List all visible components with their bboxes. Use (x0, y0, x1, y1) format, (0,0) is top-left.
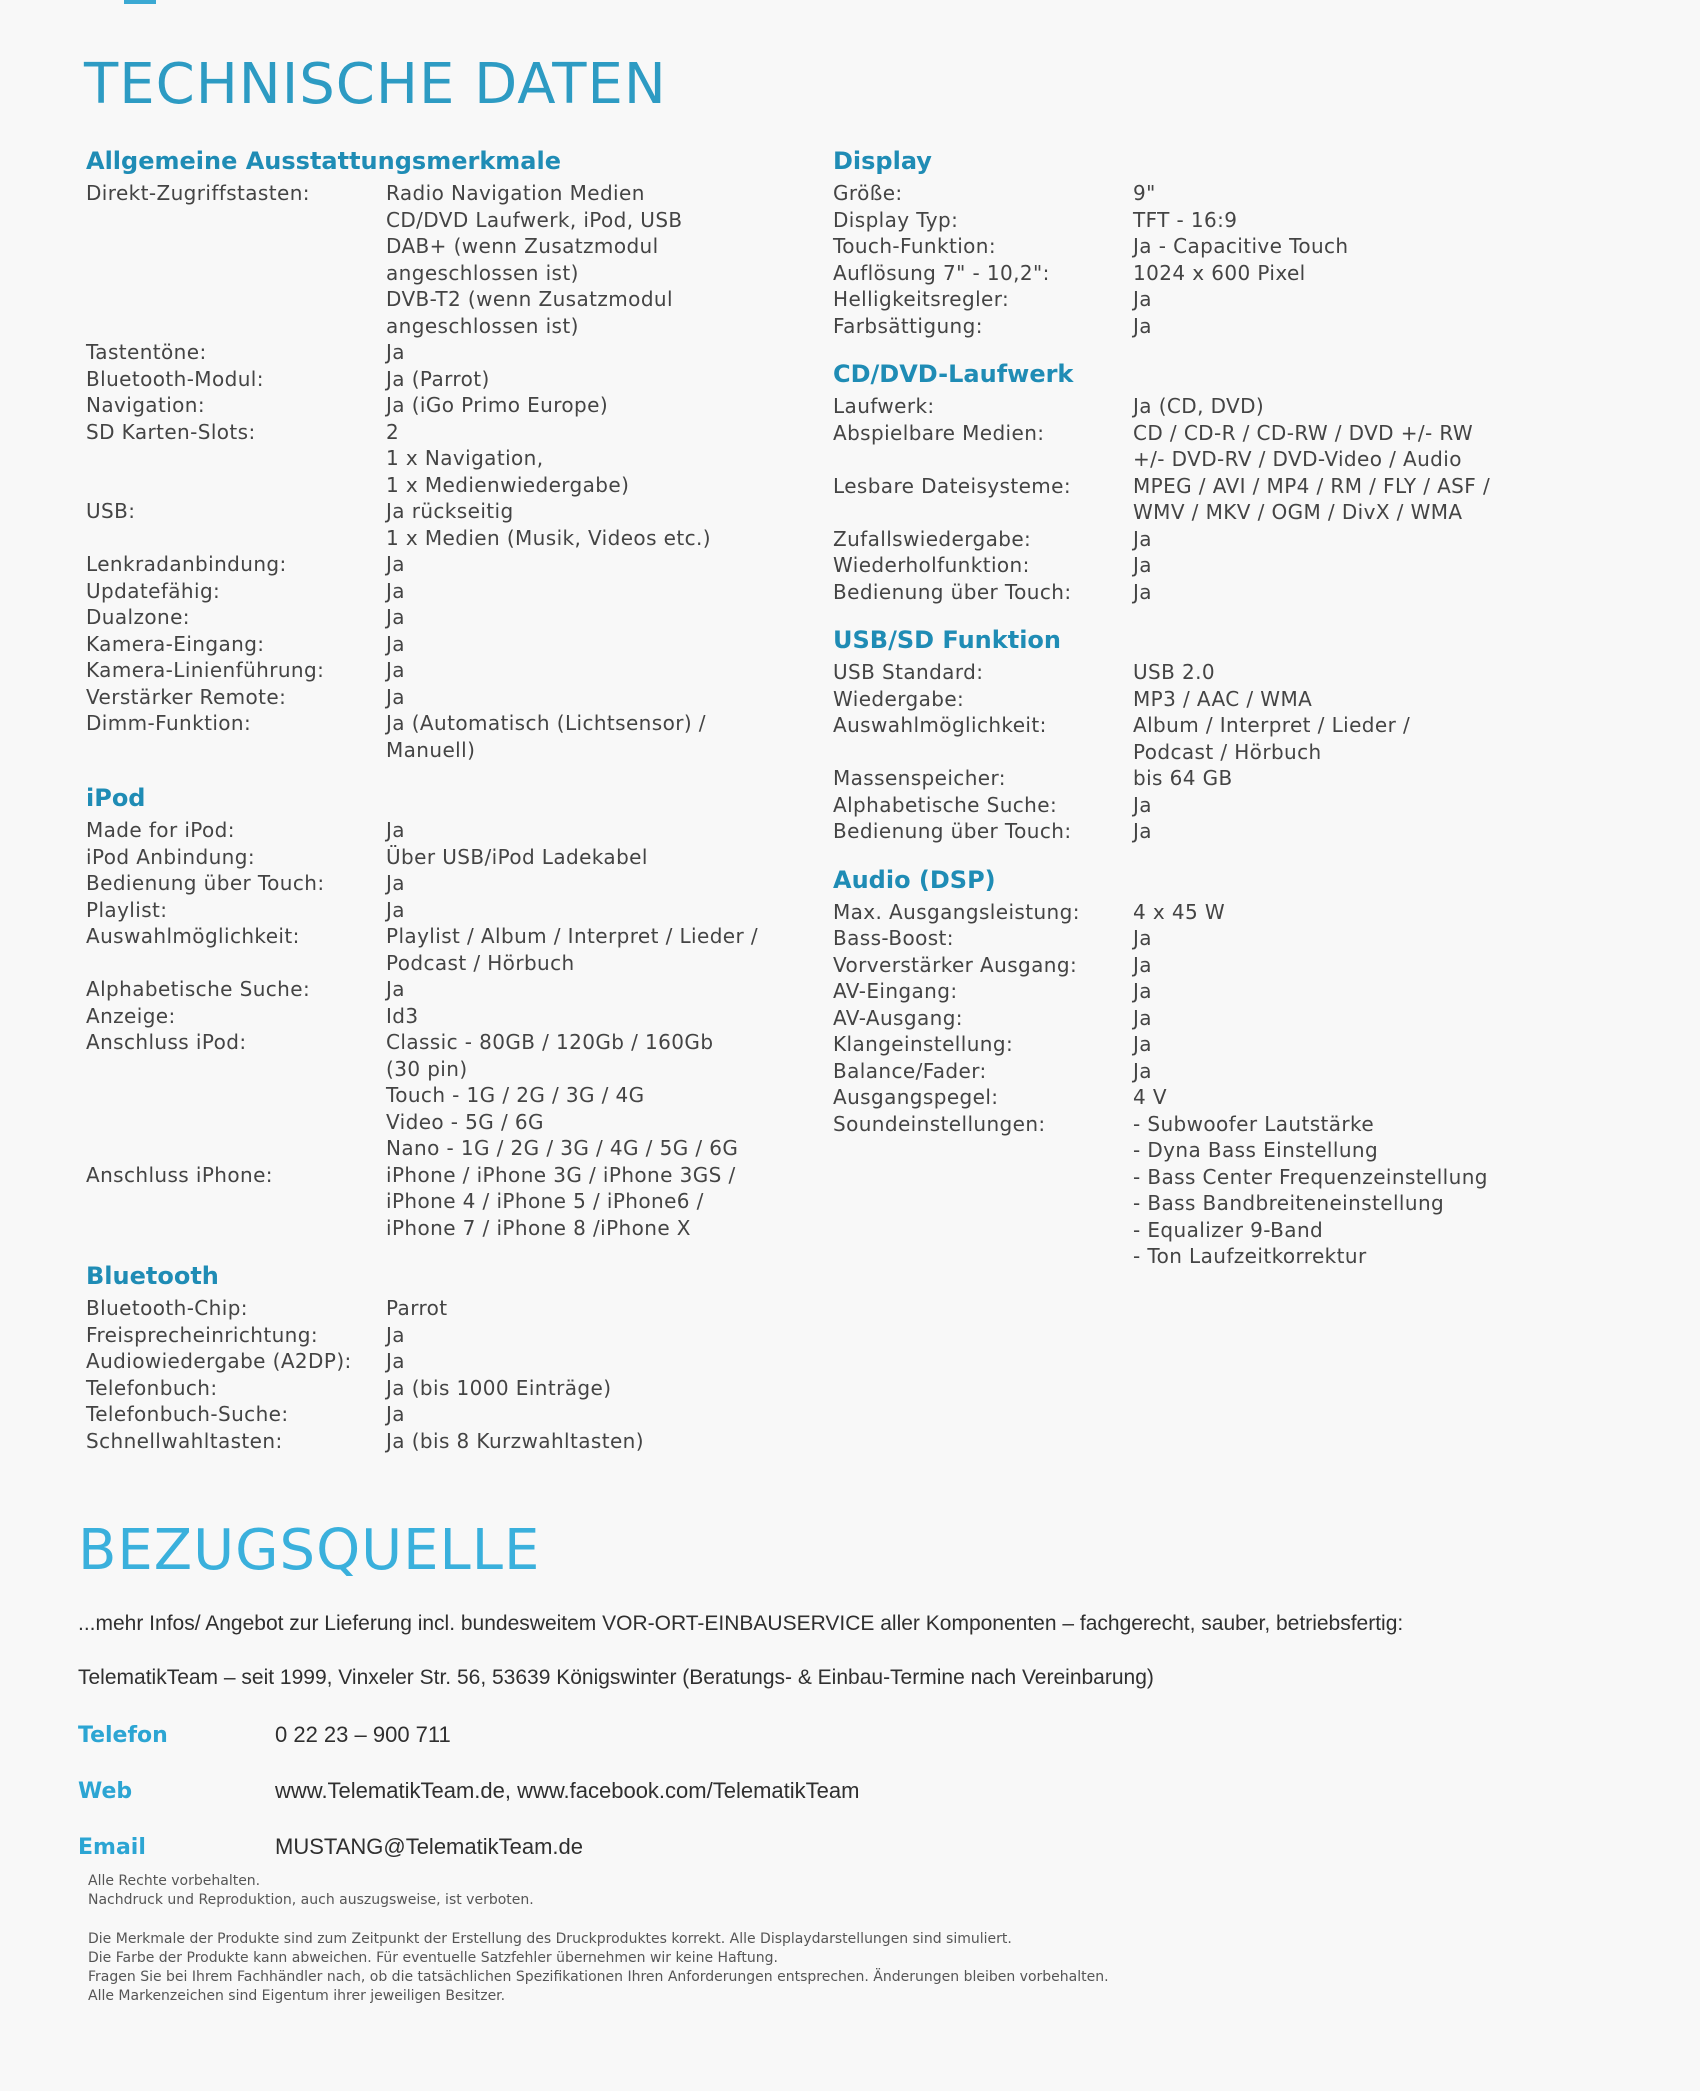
spec-row (86, 604, 806, 631)
spec-value-line: Classic - 80GB / 120Gb / 160Gb (386, 1030, 714, 1054)
spec-label: Alphabetische Suche: (86, 977, 311, 1001)
phone-label: Telefon (78, 1723, 168, 1748)
spec-row (833, 552, 1553, 579)
spec-label: Playlist: (86, 897, 168, 922)
spec-label: Max. Ausgangsleistung: (833, 899, 1080, 924)
spec-row (86, 870, 806, 897)
spec-value-line: MPEG / AVI / MP4 / RM / FLY / ASF / (1133, 473, 1491, 498)
spec-value-line: DAB+ (wenn Zusatzmodul (386, 234, 659, 258)
spec-row (86, 710, 806, 763)
spec-value (386, 1003, 806, 1030)
spec-value (1133, 420, 1553, 473)
spec-row (86, 1029, 806, 1162)
spec-label: iPod Anbindung: (86, 844, 255, 869)
spec-value (386, 1322, 806, 1349)
spec-row (86, 1348, 806, 1375)
spec-value (386, 710, 806, 763)
spec-label: Display Typ: (833, 207, 959, 232)
spec-value (386, 844, 806, 871)
spec-section (833, 355, 1553, 605)
spec-section (833, 861, 1553, 1270)
spec-value-line: Ja (386, 897, 405, 922)
spec-value (1133, 792, 1553, 819)
spec-value-line: angeschlossen ist) (386, 260, 579, 285)
spec-value-line: Video - 5G / 6G (386, 1109, 544, 1134)
spec-row (833, 526, 1553, 553)
spec-value (386, 392, 806, 419)
spec-label: SD Karten-Slots: (86, 419, 256, 444)
spec-label: Audiowiedergabe (A2DP): (86, 1349, 352, 1373)
spec-label: Bedienung über Touch: (833, 579, 1072, 604)
spec-row (86, 976, 806, 1003)
spec-value-line: iPhone 4 / iPhone 5 / iPhone6 / (386, 1189, 704, 1213)
spec-value (1133, 552, 1553, 579)
spec-label: Dimm-Funktion: (86, 711, 252, 735)
spec-label: Anschluss iPod: (86, 1030, 247, 1054)
spec-value-line: Ja (386, 818, 405, 842)
spec-value (386, 604, 806, 631)
spec-value-line: Id3 (386, 1003, 419, 1028)
spec-row (86, 366, 806, 393)
spec-value (386, 631, 806, 658)
spec-row (833, 818, 1553, 845)
spec-row (833, 686, 1553, 713)
spec-value-line: Ja (1133, 792, 1152, 817)
spec-section (86, 142, 806, 763)
left-spec-column (86, 142, 806, 1460)
spec-value (386, 366, 806, 393)
spec-label: Made for iPod: (86, 818, 235, 842)
spec-value-line: Ja (1133, 287, 1152, 311)
spec-row (833, 1005, 1553, 1032)
spec-label: Klangeinstellung: (833, 1032, 1014, 1056)
spec-value-line: Ja (386, 340, 405, 364)
spec-label: Wiedergabe: (833, 686, 965, 711)
spec-label: Lenkradanbindung: (86, 552, 287, 576)
spec-value-line: USB 2.0 (1133, 660, 1216, 684)
spec-label: Verstärker Remote: (86, 684, 287, 709)
spec-value (1133, 686, 1553, 713)
section-heading: Allgemeine Ausstattungsmerkmale (86, 147, 561, 175)
spec-value (386, 339, 806, 366)
spec-label: Schnellwahltasten: (86, 1428, 283, 1453)
spec-value-line: Ja - Capacitive Touch (1133, 234, 1349, 258)
spec-row (86, 1162, 806, 1242)
spec-row (833, 313, 1553, 340)
spec-value (1133, 899, 1553, 926)
spec-value-line: Über USB/iPod Ladekabel (386, 844, 648, 869)
spec-row (833, 952, 1553, 979)
section-spacer (86, 769, 806, 779)
footer-disclaimer-line: Die Merkmale der Produkte sind zum Zeitpunkt der Erstellung des Druckproduktes korrekt. Alle Displaydarstellungen sind simuliert. (88, 1931, 1012, 1947)
spec-row (833, 792, 1553, 819)
spec-row (833, 233, 1553, 260)
footer-rights-line: Nachdruck und Reproduktion, auch auszugsweise, ist verboten. (88, 1892, 534, 1908)
spec-value (1133, 978, 1553, 1005)
spec-value-line: Ja (386, 552, 405, 576)
spec-value-line: Ja rückseitig (386, 499, 514, 523)
spec-value-line: Ja (386, 684, 405, 709)
spec-value-line: Ja (1133, 819, 1152, 843)
spec-label: Direkt-Zugriffstasten: (86, 181, 310, 205)
spec-value-line: (30 pin) (386, 1056, 468, 1081)
spec-value (386, 419, 806, 499)
spec-row (833, 978, 1553, 1005)
spec-value-line: Ja (1133, 579, 1152, 604)
spec-value-line: Ja (Parrot) (386, 366, 490, 391)
footer-disclaimer (88, 1930, 1109, 2006)
spec-value-line: 1 x Medienwiedergabe) (386, 472, 630, 497)
spec-value (1133, 1084, 1553, 1111)
spec-label: Massenspeicher: (833, 766, 1006, 790)
spec-value-line: Ja (386, 977, 405, 1001)
spec-value-line: iPhone 7 / iPhone 8 /iPhone X (386, 1215, 691, 1240)
spec-value-line: 2 (386, 419, 400, 444)
section-spacer (833, 345, 1553, 355)
spec-value-line: 4 x 45 W (1133, 899, 1226, 924)
spec-label: Dualzone: (86, 605, 190, 629)
spec-value-line: Ja (386, 1349, 405, 1373)
phone-value[interactable]: 0 22 23 – 900 711 (275, 1722, 451, 1747)
spec-value (386, 976, 806, 1003)
spec-value (1133, 393, 1553, 420)
spec-value-line: 1 x Navigation, (386, 446, 544, 470)
spec-row (86, 1295, 806, 1322)
spec-value-line: Ja (1133, 952, 1152, 977)
spec-label: Auflösung 7" - 10,2": (833, 260, 1050, 285)
spec-label: Telefonbuch: (86, 1375, 218, 1400)
spec-value (386, 498, 806, 551)
spec-value (386, 897, 806, 924)
spec-value (386, 923, 806, 976)
spec-value (386, 578, 806, 605)
bezugsquelle-intro: ...mehr Infos/ Angebot zur Lieferung incl. bundesweitem VOR-ORT-EINBAUSERVICE aller Komponenten – fachgerecht, sauber, betriebsfertig: (78, 1612, 1404, 1635)
spec-row (86, 1401, 806, 1428)
spec-value (386, 1348, 806, 1375)
spec-label: Bluetooth-Modul: (86, 366, 264, 391)
spec-value (1133, 579, 1553, 606)
spec-value (1133, 207, 1553, 234)
spec-row (86, 498, 806, 551)
spec-value (386, 657, 806, 684)
spec-label: Bluetooth-Chip: (86, 1296, 248, 1320)
spec-label: USB: (86, 499, 136, 523)
spec-label: Freisprecheinrichtung: (86, 1322, 318, 1347)
top-accent-mark (124, 0, 156, 4)
spec-value-line: Podcast / Hörbuch (1133, 739, 1322, 764)
spec-value-line: 1024 x 600 Pixel (1133, 260, 1306, 285)
section-spacer (833, 851, 1553, 861)
spec-value (1133, 925, 1553, 952)
spec-row (86, 1375, 806, 1402)
spec-row (86, 631, 806, 658)
spec-value-line: Nano - 1G / 2G / 3G / 4G / 5G / 6G (386, 1136, 739, 1160)
spec-row (833, 393, 1553, 420)
page-title: TECHNISCHE DATEN (84, 52, 667, 117)
spec-label: Alphabetische Suche: (833, 792, 1058, 817)
spec-section (833, 621, 1553, 845)
section-heading: iPod (86, 784, 146, 812)
spec-value-line: 4 V (1133, 1085, 1167, 1109)
spec-value-line: Ja (iGo Primo Europe) (386, 393, 609, 417)
spec-label: Tastentöne: (86, 340, 207, 364)
spec-value (386, 1162, 806, 1242)
spec-value-line: Ja (386, 605, 405, 629)
spec-value-line: Touch - 1G / 2G / 3G / 4G (386, 1083, 645, 1107)
spec-row (833, 925, 1553, 952)
contact-email-row (78, 1834, 583, 1860)
section-heading: Display (833, 147, 932, 175)
spec-label: AV-Ausgang: (833, 1005, 963, 1030)
spec-value (1133, 1058, 1553, 1085)
spec-value (1133, 1005, 1553, 1032)
spec-value (1133, 712, 1553, 765)
spec-value (1133, 526, 1553, 553)
spec-value-line: Ja (bis 1000 Einträge) (386, 1375, 612, 1400)
spec-value-line: Ja (1133, 313, 1152, 338)
spec-value-line: Ja (386, 658, 405, 682)
spec-row (833, 1111, 1553, 1270)
spec-value (386, 817, 806, 844)
spec-row (833, 712, 1553, 765)
spec-row (833, 180, 1553, 207)
spec-row (86, 1322, 806, 1349)
spec-value (386, 551, 806, 578)
spec-value-line: Ja (386, 578, 405, 603)
spec-value (1133, 765, 1553, 792)
spec-value-line: - Equalizer 9-Band (1133, 1217, 1324, 1242)
spec-label: Ausgangspegel: (833, 1085, 999, 1109)
spec-value-line: Ja (1133, 1032, 1152, 1056)
spec-value-line: Ja (386, 1322, 405, 1347)
spec-label: Laufwerk: (833, 394, 935, 418)
contact-phone-row (78, 1722, 451, 1748)
section-heading: Bluetooth (86, 1262, 219, 1290)
spec-value (1133, 659, 1553, 686)
spec-label: Soundeinstellungen: (833, 1111, 1046, 1136)
spec-label: Touch-Funktion: (833, 234, 997, 258)
spec-value-line: Radio Navigation Medien (386, 181, 645, 205)
spec-value (386, 684, 806, 711)
spec-value-line: Ja (386, 631, 405, 656)
spec-row (86, 1428, 806, 1455)
spec-value (1133, 180, 1553, 207)
spec-value (386, 1295, 806, 1322)
footer-disclaimer-line: Alle Markenzeichen sind Eigentum ihrer jeweiligen Besitzer. (88, 1988, 506, 2004)
spec-value-line: Ja (CD, DVD) (1133, 394, 1265, 418)
spec-label: Auswahlmöglichkeit: (86, 924, 300, 948)
spec-row (86, 684, 806, 711)
spec-row (86, 339, 806, 366)
right-spec-column (833, 142, 1553, 1276)
spec-label: Bedienung über Touch: (86, 871, 325, 895)
spec-row (833, 207, 1553, 234)
spec-section (833, 142, 1553, 339)
spec-row (86, 897, 806, 924)
spec-label: Kamera-Linienführung: (86, 658, 325, 682)
spec-value-line: Ja (1133, 553, 1152, 577)
spec-row (833, 286, 1553, 313)
spec-row (86, 180, 806, 339)
spec-value (1133, 313, 1553, 340)
spec-label: Zufallswiedergabe: (833, 526, 1032, 551)
spec-label: Navigation: (86, 393, 206, 417)
spec-value (1133, 286, 1553, 313)
spec-value-line: Ja (1133, 926, 1152, 950)
spec-value (386, 1375, 806, 1402)
spec-row (86, 392, 806, 419)
email-label: Email (78, 1835, 146, 1860)
spec-row (833, 765, 1553, 792)
spec-value-line: - Ton Laufzeitkorrektur (1133, 1244, 1367, 1268)
section-spacer (86, 1247, 806, 1257)
spec-label: Abspielbare Medien: (833, 420, 1045, 445)
spec-row (833, 659, 1553, 686)
spec-label: Wiederholfunktion: (833, 553, 1030, 577)
bezugsquelle-title: BEZUGSQUELLE (78, 1518, 541, 1583)
spec-value-line: angeschlossen ist) (386, 313, 579, 338)
spec-value-line: Parrot (386, 1296, 448, 1320)
spec-value-line: bis 64 GB (1133, 766, 1233, 790)
spec-label: Updatefähig: (86, 578, 221, 603)
spec-value-line: - Bass Bandbreiteneinstellung (1133, 1191, 1445, 1215)
spec-value-line: Ja (1133, 1058, 1152, 1083)
spec-value (1133, 952, 1553, 979)
section-spacer (833, 611, 1553, 621)
spec-label: Kamera-Eingang: (86, 631, 265, 656)
spec-label: Vorverstärker Ausgang: (833, 952, 1078, 977)
spec-label: Auswahlmöglichkeit: (833, 713, 1047, 737)
spec-label: Balance/Fader: (833, 1058, 987, 1083)
spec-value-line: Podcast / Hörbuch (386, 950, 575, 975)
spec-value (386, 1029, 806, 1162)
footer-disclaimer-line: Fragen Sie bei Ihrem Fachhändler nach, ob die tatsächlichen Spezifikationen Ihren Anforderungen entsprechen. Änderungen bleiben vorbehalten. (88, 1969, 1109, 1985)
spec-row (86, 578, 806, 605)
spec-label: Anschluss iPhone: (86, 1162, 273, 1187)
spec-value-line: +/- DVD-RV / DVD-Video / Audio (1133, 447, 1462, 471)
spec-value-line: 1 x Medien (Musik, Videos etc.) (386, 525, 711, 550)
spec-value-line: - Dyna Bass Einstellung (1133, 1138, 1379, 1162)
spec-value-line: WMV / MKV / OGM / DivX / WMA (1133, 500, 1463, 524)
spec-row (86, 657, 806, 684)
spec-row (833, 260, 1553, 287)
spec-value-line: Playlist / Album / Interpret / Lieder / (386, 924, 759, 948)
section-heading: CD/DVD-Laufwerk (833, 360, 1074, 388)
spec-value-line: Manuell) (386, 737, 476, 762)
spec-value (386, 870, 806, 897)
spec-row (833, 899, 1553, 926)
spec-value-line: Ja (386, 1402, 405, 1426)
web-links[interactable]: www.TelematikTeam.de, www.facebook.com/TelematikTeam (275, 1778, 860, 1803)
web-label: Web (78, 1779, 133, 1804)
spec-row (86, 923, 806, 976)
spec-value-line: MP3 / AAC / WMA (1133, 686, 1313, 711)
spec-value-line: - Subwoofer Lautstärke (1133, 1111, 1375, 1136)
spec-value-line: Ja (1133, 1005, 1152, 1030)
spec-value-line: TFT - 16:9 (1133, 207, 1238, 232)
spec-value (1133, 1031, 1553, 1058)
spec-value (386, 180, 806, 339)
spec-value-line: Ja (1133, 526, 1152, 551)
spec-label: AV-Eingang: (833, 979, 958, 1003)
spec-value (1133, 1111, 1553, 1270)
spec-row (833, 1058, 1553, 1085)
spec-row (833, 1031, 1553, 1058)
spec-value-line: iPhone / iPhone 3G / iPhone 3GS / (386, 1162, 736, 1187)
spec-row (833, 420, 1553, 473)
spec-row (833, 1084, 1553, 1111)
spec-label: Lesbare Dateisysteme: (833, 473, 1072, 498)
spec-row (86, 817, 806, 844)
spec-value-line: CD/DVD Laufwerk, iPod, USB (386, 207, 683, 232)
spec-label: Bedienung über Touch: (833, 819, 1072, 843)
spec-value-line: Ja (Automatisch (Lichtsensor) / (386, 711, 706, 735)
spec-value-line: Album / Interpret / Lieder / (1133, 713, 1411, 737)
bezugsquelle-address: TelematikTeam – seit 1999, Vinxeler Str. 56, 53639 Königswinter (Beratungs- & Einbau-Termine nach Vereinbarung) (78, 1666, 1154, 1689)
spec-row (833, 579, 1553, 606)
section-heading: Audio (DSP) (833, 865, 996, 894)
spec-row (86, 1003, 806, 1030)
spec-section (86, 1257, 806, 1454)
footer-disclaimer-line: Die Farbe der Produkte kann abweichen. Für eventuelle Satzfehler übernehmen wir keine Haftung. (88, 1950, 778, 1966)
spec-value (1133, 473, 1553, 526)
spec-value-line: CD / CD-R / CD-RW / DVD +/- RW (1133, 420, 1474, 445)
spec-value (386, 1401, 806, 1428)
spec-label: Bass-Boost: (833, 926, 954, 950)
spec-label: Farbsättigung: (833, 313, 983, 338)
spec-value (386, 1428, 806, 1455)
spec-value (1133, 818, 1553, 845)
contact-web-row (78, 1778, 859, 1804)
spec-row (86, 419, 806, 499)
footer-rights (88, 1872, 534, 1910)
spec-value-line: 9" (1133, 181, 1156, 205)
spec-value-line: Ja (1133, 979, 1152, 1003)
spec-value-line: Ja (386, 871, 405, 895)
spec-label: Helligkeitsregler: (833, 287, 1010, 311)
spec-label: Größe: (833, 181, 903, 205)
spec-label: Anzeige: (86, 1003, 176, 1028)
spec-row (833, 473, 1553, 526)
email-value[interactable]: MUSTANG@TelematikTeam.de (275, 1834, 583, 1859)
spec-value (1133, 260, 1553, 287)
spec-label: Telefonbuch-Suche: (86, 1402, 289, 1426)
spec-section (86, 779, 806, 1241)
spec-value-line: - Bass Center Frequenzeinstellung (1133, 1164, 1488, 1189)
spec-row (86, 844, 806, 871)
spec-label: USB Standard: (833, 660, 984, 684)
footer-rights-line: Alle Rechte vorbehalten. (88, 1873, 261, 1889)
spec-value-line: Ja (bis 8 Kurzwahltasten) (386, 1428, 644, 1453)
spec-row (86, 551, 806, 578)
section-heading: USB/SD Funktion (833, 626, 1061, 654)
spec-value (1133, 233, 1553, 260)
spec-value-line: DVB-T2 (wenn Zusatzmodul (386, 287, 673, 311)
